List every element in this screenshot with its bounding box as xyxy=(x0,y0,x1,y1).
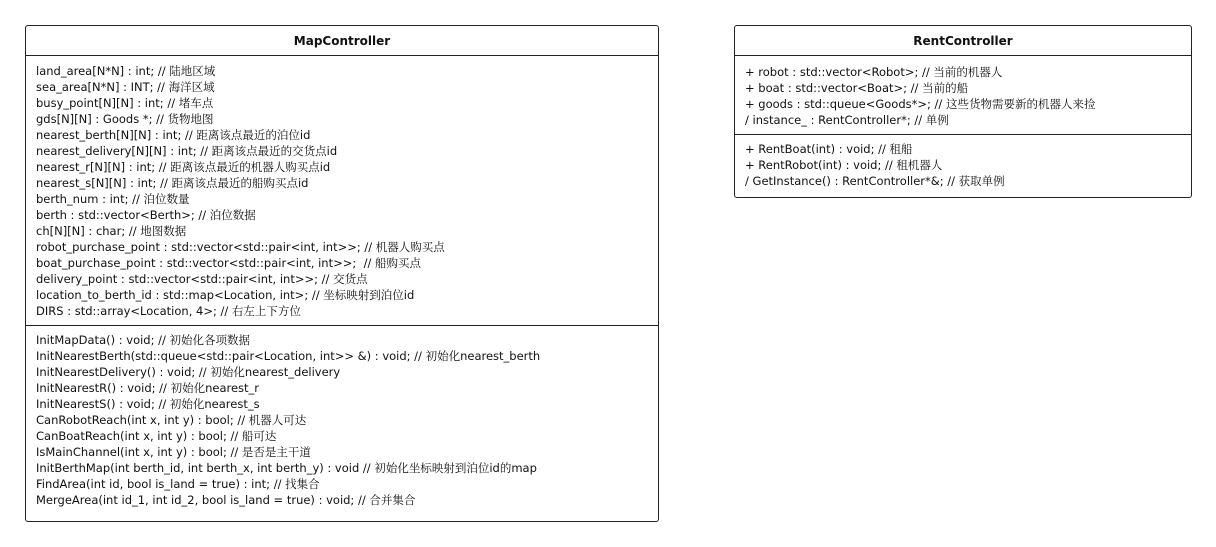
attribute-line: land_area[N*N] : int; // 陆地区域 xyxy=(36,64,216,78)
attribute-line: ch[N][N] : char; // 地图数据 xyxy=(36,224,187,238)
operation-line: + RentRobot(int) : void; // 租机器人 xyxy=(745,158,943,172)
operation-line: InitNearestDelivery() : void; // 初始化nearest_delivery xyxy=(36,365,341,379)
rent-controller-title: RentController xyxy=(735,26,1191,56)
attribute-line: boat_purchase_point : std::vector<std::pair<int, int>>; // 船购买点 xyxy=(36,256,421,270)
rent-controller-operations xyxy=(735,134,1191,192)
operation-line: InitNearestBerth(std::queue<std::pair<Location, int>> &) : void; // 初始化nearest_berth xyxy=(36,349,541,363)
operation-line: InitMapData() : void; // 初始化各项数据 xyxy=(36,333,251,347)
attribute-line: berth_num : int; // 泊位数量 xyxy=(36,192,190,206)
attribute-line: / instance_ : RentController*; // 单例 xyxy=(745,113,949,127)
attribute-line: + goods : std::queue<Goods*>; // 这些货物需要新的机器人来捡 xyxy=(745,97,1096,111)
map-controller-operations xyxy=(26,325,658,511)
attribute-line: DIRS : std::array<Location, 4>; // 右左上下方位 xyxy=(36,304,301,318)
operation-line: InitBerthMap(int berth_id, int berth_x, int berth_y) : void // 初始化坐标映射到泊位id的map xyxy=(36,461,537,475)
map-controller-attributes xyxy=(26,56,658,325)
attribute-line: robot_purchase_point : std::vector<std::pair<int, int>>; // 机器人购买点 xyxy=(36,240,445,254)
attribute-line: sea_area[N*N] : INT; // 海洋区域 xyxy=(36,80,215,94)
attribute-line: berth : std::vector<Berth>; // 泊位数据 xyxy=(36,208,256,222)
attribute-line: nearest_r[N][N] : int; // 距离该点最近的机器人购买点id xyxy=(36,160,331,174)
map-controller-title: MapController xyxy=(26,26,658,56)
attribute-line: busy_point[N][N] : int; // 堵车点 xyxy=(36,96,214,110)
attribute-line: nearest_s[N][N] : int; // 距离该点最近的船购买点id xyxy=(36,176,309,190)
operation-line: / GetInstance() : RentController*&; // 获取单例 xyxy=(745,174,1005,188)
operation-line: IsMainChannel(int x, int y) : bool; // 是否是主干道 xyxy=(36,445,311,459)
rent-controller-class[interactable] xyxy=(734,25,1192,198)
operation-line: FindArea(int id, bool is_land = true) : int; // 找集合 xyxy=(36,477,320,491)
operation-line: CanBoatReach(int x, int y) : bool; // 船可达 xyxy=(36,429,277,443)
operation-line: MergeArea(int id_1, int id_2, bool is_land = true) : void; // 合并集合 xyxy=(36,493,416,507)
attribute-line: nearest_delivery[N][N] : int; // 距离该点最近的交货点id xyxy=(36,144,338,158)
attribute-line: nearest_berth[N][N] : int; // 距离该点最近的泊位id xyxy=(36,128,311,142)
map-controller-class[interactable] xyxy=(25,25,659,522)
operation-line: InitNearestS() : void; // 初始化nearest_s xyxy=(36,397,260,411)
operation-line: + RentBoat(int) : void; // 租船 xyxy=(745,142,913,156)
attribute-line: + robot : std::vector<Robot>; // 当前的机器人 xyxy=(745,65,1003,79)
attribute-line: delivery_point : std::vector<std::pair<int, int>>; // 交货点 xyxy=(36,272,368,286)
attribute-line: + boat : std::vector<Boat>; // 当前的船 xyxy=(745,81,969,95)
operation-line: CanRobotReach(int x, int y) : bool; // 机器人可达 xyxy=(36,413,307,427)
attribute-line: location_to_berth_id : std::map<Location, int>; // 坐标映射到泊位id xyxy=(36,288,415,302)
operation-line: InitNearestR() : void; // 初始化nearest_r xyxy=(36,381,260,395)
rent-controller-attributes xyxy=(735,56,1191,134)
attribute-line: gds[N][N] : Goods *; // 货物地图 xyxy=(36,112,214,126)
